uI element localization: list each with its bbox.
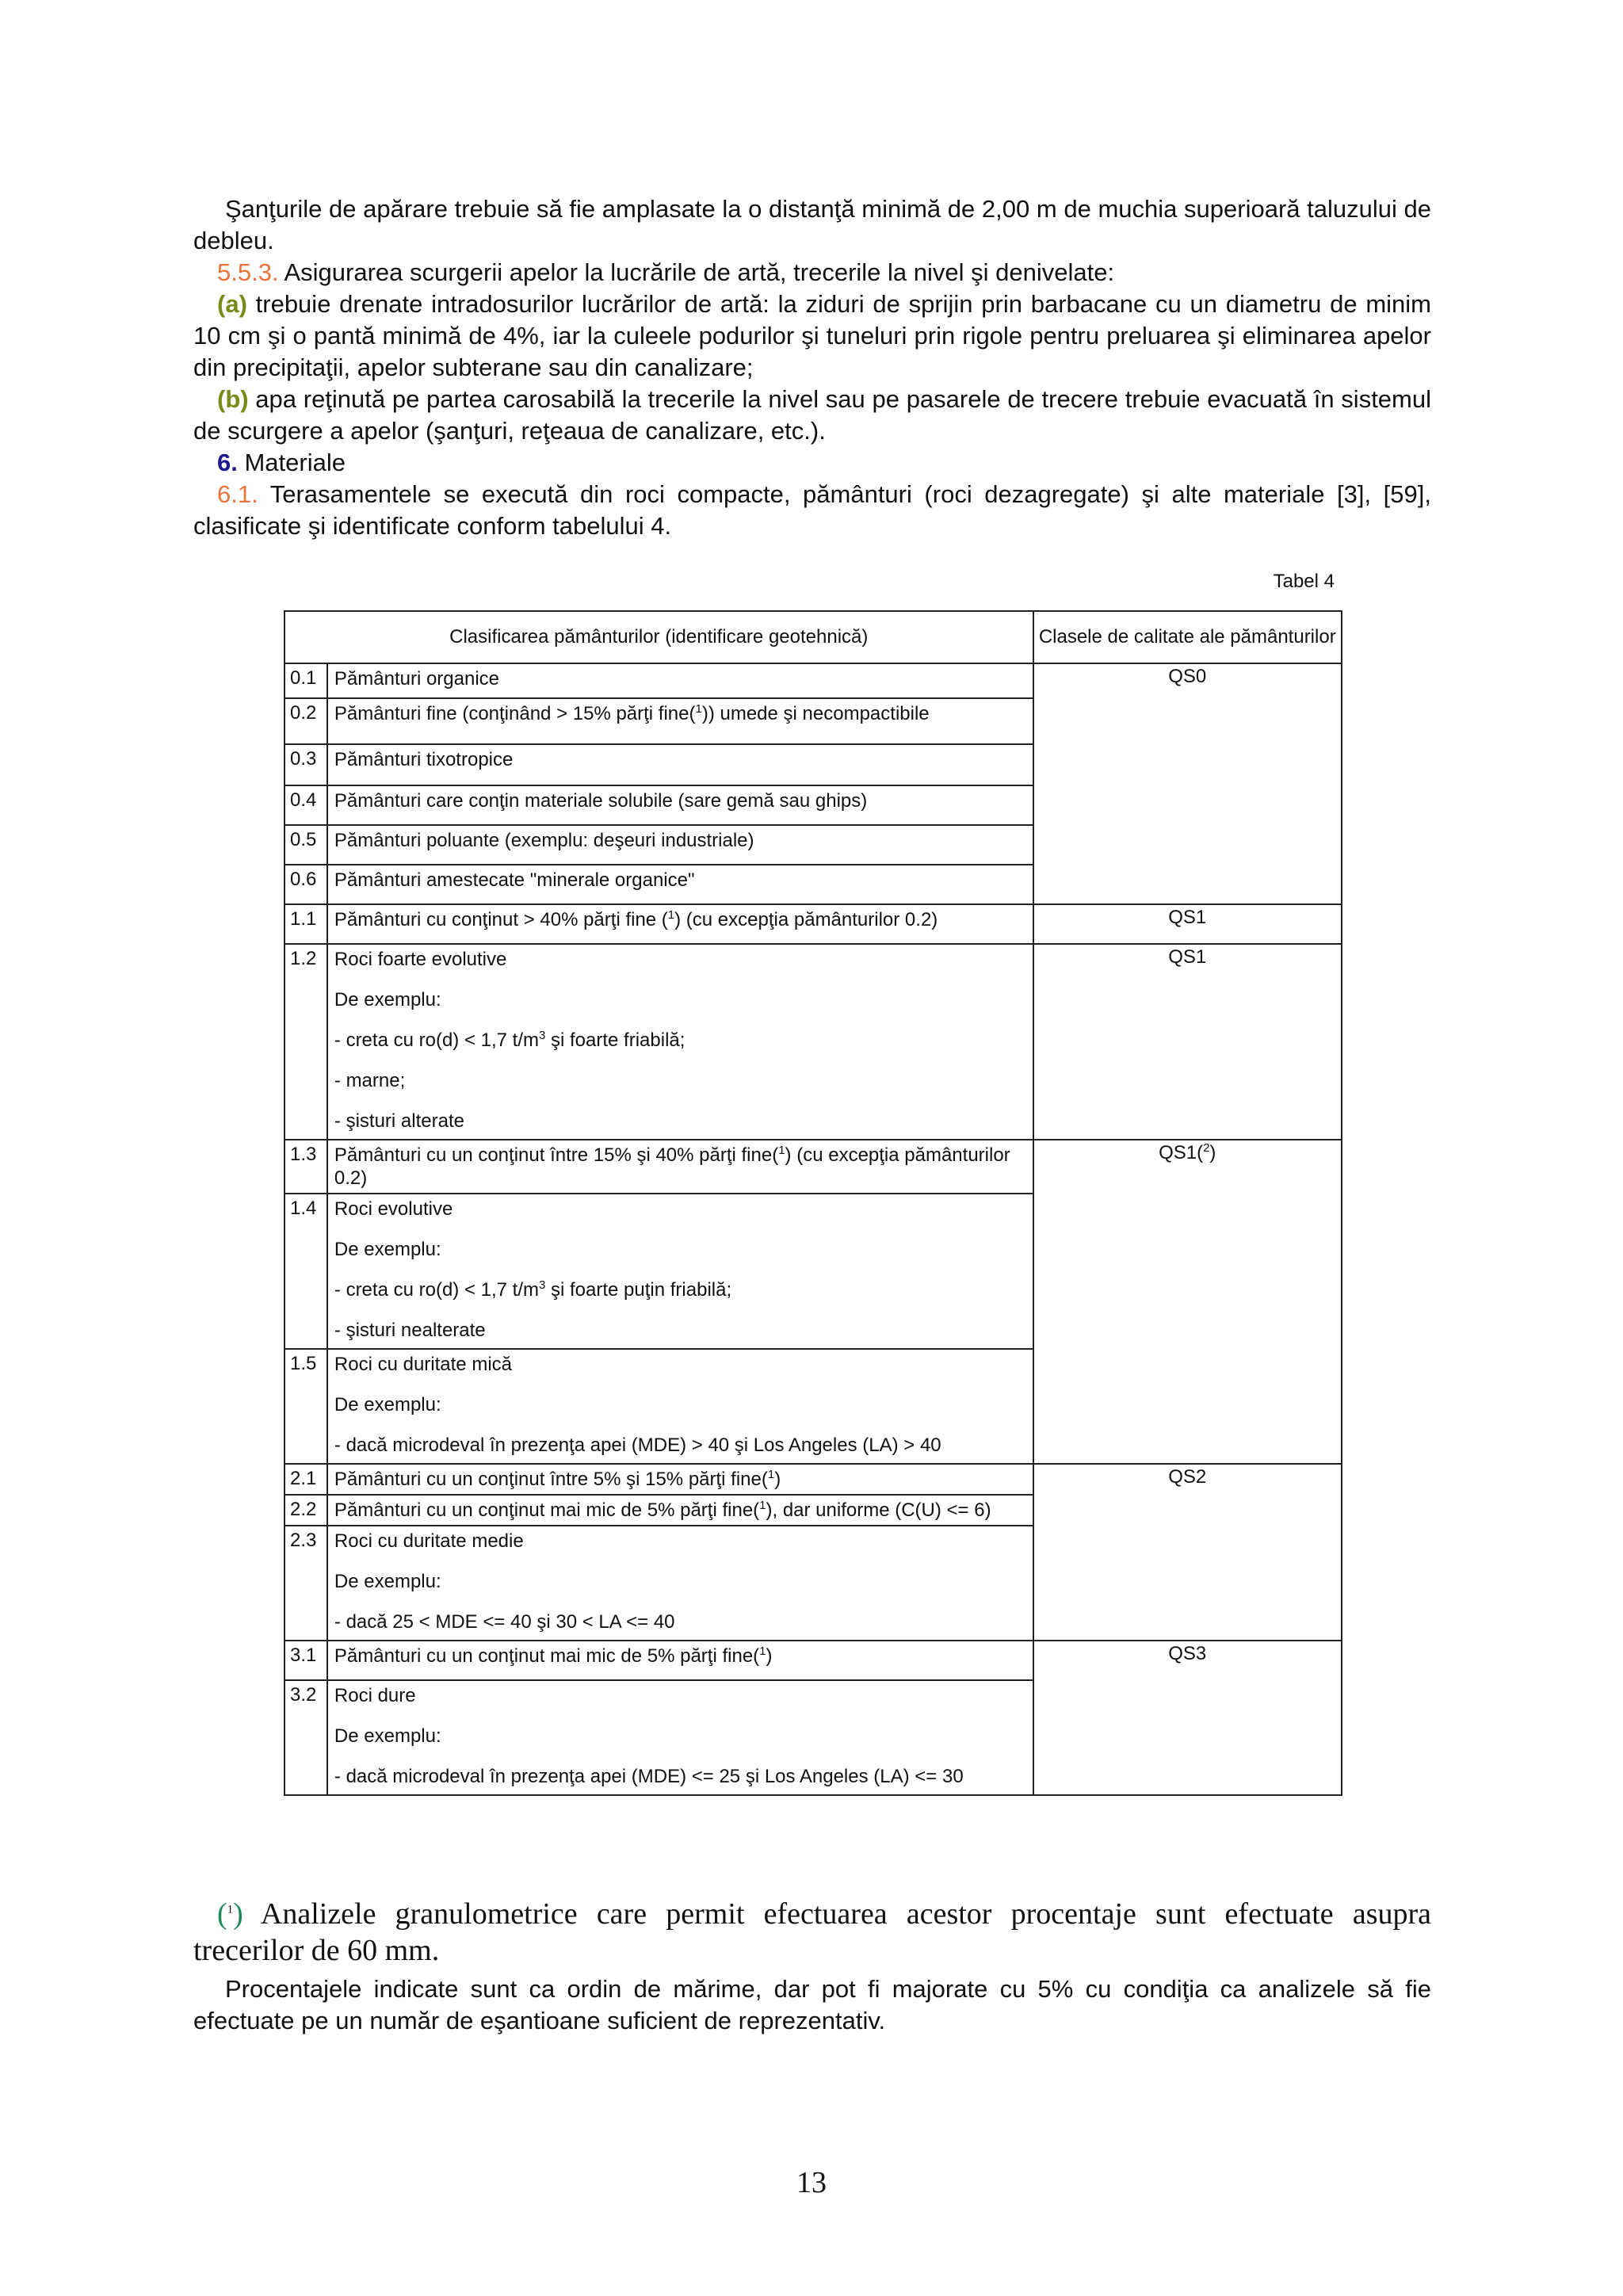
row-description: Pământuri amestecate "minerale organice" (327, 865, 1033, 904)
row-description (327, 1464, 1033, 1495)
item-marker: (b) (217, 385, 249, 413)
paragraph-item-b (193, 384, 1431, 447)
description-line: - dacă 25 < MDE <= 40 şi 30 < LA <= 40 (334, 1611, 675, 1633)
text-part: - creta cu ro(d) < 1,7 t/m (334, 1279, 539, 1301)
description-line: De exemplu: (334, 1394, 441, 1415)
footnote-ref: 1 (767, 1468, 775, 1481)
text-part: QS1( (1159, 1142, 1204, 1163)
table-row (285, 1641, 1342, 1680)
text-part: Pământuri cu un conţinut mai mic de 5% părţi fine( (334, 1499, 760, 1521)
paragraph-text: Terasamentele se execută din roci compacte, pământuri (roci dezagregate) şi alte materiale [3], [59], clasificate şi identificate conform tabelului 4. (193, 480, 1431, 540)
table-header-row (285, 611, 1342, 663)
description-line: Roci cu duritate medie (334, 1530, 524, 1552)
paragraph-text: Asigurarea scurgerii apelor la lucrările de artă, trecerile la nivel şi denivelate: (278, 258, 1115, 286)
text-part: ), dar uniforme (C(U) <= 6) (766, 1499, 991, 1521)
table-row (285, 904, 1342, 944)
footnote-ref: 1 (759, 1645, 766, 1658)
section-number: 6. (217, 449, 238, 476)
description-line: Roci cu duritate mică (334, 1354, 512, 1375)
soil-classification-table (284, 610, 1342, 1796)
footnote (193, 1896, 1431, 1969)
description-line: De exemplu: (334, 1725, 441, 1747)
row-description (327, 1140, 1033, 1194)
description-line: Roci evolutive (334, 1198, 453, 1220)
quality-class-cell: QS0 (1033, 663, 1342, 904)
row-number: 1.3 (285, 1140, 327, 1194)
footnote-number: 1 (227, 1903, 234, 1916)
description-line (334, 1278, 1026, 1301)
text-part: ) (766, 1645, 773, 1667)
row-number: 3.1 (285, 1641, 327, 1680)
row-number: 1.2 (285, 944, 327, 1140)
row-number: 1.4 (285, 1194, 327, 1349)
row-number: 0.1 (285, 663, 327, 698)
superscript: 3 (539, 1029, 546, 1042)
row-number: 1.1 (285, 904, 327, 944)
description-line: De exemplu: (334, 1571, 441, 1592)
row-description (327, 1495, 1033, 1526)
quality-class-cell: QS1 (1033, 944, 1342, 1140)
row-description: Pământuri care conţin materiale solubile (sare gemă sau ghips) (327, 785, 1033, 825)
description-line: - dacă microdeval în prezenţa apei (MDE) <= 25 şi Los Angeles (LA) <= 30 (334, 1766, 964, 1787)
footnote-marker: ) (233, 1897, 243, 1931)
text-part: Pământuri cu conţinut > 40% părţi fine ( (334, 909, 668, 930)
footnote-ref: 1 (778, 1144, 785, 1157)
text-part: ) (774, 1469, 781, 1490)
row-number: 0.3 (285, 744, 327, 785)
header-quality-classes: Clasele de calitate ale pământurilor (1033, 611, 1342, 663)
row-description: Pământuri poluante (exemplu: deşeuri industriale) (327, 825, 1033, 865)
text-part: Pământuri cu un conţinut între 5% şi 15% părţi fine( (334, 1469, 768, 1490)
note-paragraph-block (193, 1973, 1431, 2037)
header-classification: Clasificarea pământurilor (identificare geotehnică) (285, 611, 1033, 663)
description-line: - şisturi alterate (334, 1110, 464, 1132)
paragraph-6-1 (193, 479, 1431, 542)
text-part: Pământuri cu un conţinut între 15% şi 40% părţi fine( (334, 1144, 779, 1166)
paragraph-5-5-3 (193, 257, 1431, 288)
paragraph-ditches: Şanţurile de apărare trebuie să fie amplasate la o distanţă minimă de 2,00 m de muchia superioară taluzului de debleu. (193, 195, 1431, 254)
row-description (327, 1526, 1033, 1641)
item-marker: (a) (217, 290, 247, 318)
description-line: - dacă microdeval în prezenţa apei (MDE) > 40 şi Los Angeles (LA) > 40 (334, 1435, 941, 1456)
section-number: 5.5.3. (217, 258, 279, 286)
heading-materiale (193, 447, 1431, 479)
description-line: De exemplu: (334, 989, 441, 1010)
footnote-ref: 1 (695, 702, 702, 716)
quality-class-cell: QS1 (1033, 904, 1342, 944)
text-part: Pământuri cu un conţinut mai mic de 5% părţi fine( (334, 1645, 760, 1667)
paragraph-text: trebuie drenate intradosurilor lucrărilor de artă: la ziduri de sprijin prin barbacane cu un diametru de minim 10 cm şi o pantă minimă de 4%, iar la culeele podurilor şi tuneluri prin rigole pentru preluarea şi eliminarea apelor din precipitaţii, apelor subterane sau din canalizare; (193, 290, 1431, 381)
row-number: 0.6 (285, 865, 327, 904)
superscript: 3 (539, 1278, 546, 1292)
row-description (327, 698, 1033, 744)
row-description (327, 1641, 1033, 1680)
row-number: 3.2 (285, 1680, 327, 1795)
footnote-marker: ( (217, 1897, 227, 1931)
description-line (334, 1029, 1026, 1052)
text-part: ) (1209, 1142, 1216, 1163)
row-description (327, 904, 1033, 944)
note-paragraph: Procentajele indicate sunt ca ordin de mărime, dar pot fi majorate cu 5% cu condiţia ca analizele să fie efectuate pe un număr de eşantioane suficient de reprezentativ. (193, 1975, 1431, 2034)
table-row (285, 663, 1342, 698)
row-description (327, 1680, 1033, 1795)
text-part: Pământuri fine (conţinând > 15% părţi fine( (334, 703, 696, 724)
description-line: Roci dure (334, 1685, 416, 1706)
row-description (327, 1349, 1033, 1464)
quality-class-cell: QS2 (1033, 1464, 1342, 1641)
table-caption: Tabel 4 (1273, 571, 1335, 592)
footnote-body: Analizele granulometrice care permit efectuarea acestor procentaje sunt efectuate asupra trecerilor de 60 mm. (193, 1897, 1431, 1967)
quality-class-cell (1033, 1140, 1342, 1464)
description-line: Roci foarte evolutive (334, 949, 507, 970)
table-row (285, 944, 1342, 1140)
text-part: )) umede şi necompactibile (701, 703, 930, 724)
text-part: şi foarte puţin friabilă; (545, 1279, 732, 1301)
text-part: ) (cu excepţia pământurilor 0.2) (334, 1144, 1010, 1189)
footnote-ref: 1 (759, 1499, 766, 1512)
paragraph-item-a (193, 288, 1431, 384)
footnote-ref: 2 (1203, 1141, 1210, 1155)
body-text (193, 193, 1431, 542)
description-line: - marne; (334, 1070, 406, 1091)
row-number: 1.5 (285, 1349, 327, 1464)
table-row (285, 1464, 1342, 1495)
section-number: 6.1. (217, 480, 258, 508)
row-description (327, 944, 1033, 1140)
description-line: - şisturi nealterate (334, 1320, 486, 1341)
row-number: 0.5 (285, 825, 327, 865)
table-row (285, 1140, 1342, 1194)
row-description: Pământuri tixotropice (327, 744, 1033, 785)
text-part: ) (cu excepţia pământurilor 0.2) (674, 909, 938, 930)
quality-class-cell: QS3 (1033, 1641, 1342, 1795)
footnote-ref: 1 (667, 908, 675, 922)
paragraph-text: apa reţinută pe partea carosabilă la trecerile la nivel sau pe pasarele de trecere trebuie evacuată în sistemul de scurgere a apelor (şanţuri, reţeaua de canalizare, etc.). (193, 385, 1431, 445)
row-number: 0.4 (285, 785, 327, 825)
text-part: - creta cu ro(d) < 1,7 t/m (334, 1030, 539, 1051)
row-number: 2.1 (285, 1464, 327, 1495)
row-number: 0.2 (285, 698, 327, 744)
heading-text: Materiale (237, 449, 346, 476)
page-number: 13 (796, 2166, 827, 2199)
row-description: Pământuri organice (327, 663, 1033, 698)
row-number: 2.2 (285, 1495, 327, 1526)
footnote-text (193, 1896, 1431, 1969)
row-number: 2.3 (285, 1526, 327, 1641)
text-part: şi foarte friabilă; (545, 1030, 685, 1051)
description-line: De exemplu: (334, 1239, 441, 1260)
row-description (327, 1194, 1033, 1349)
